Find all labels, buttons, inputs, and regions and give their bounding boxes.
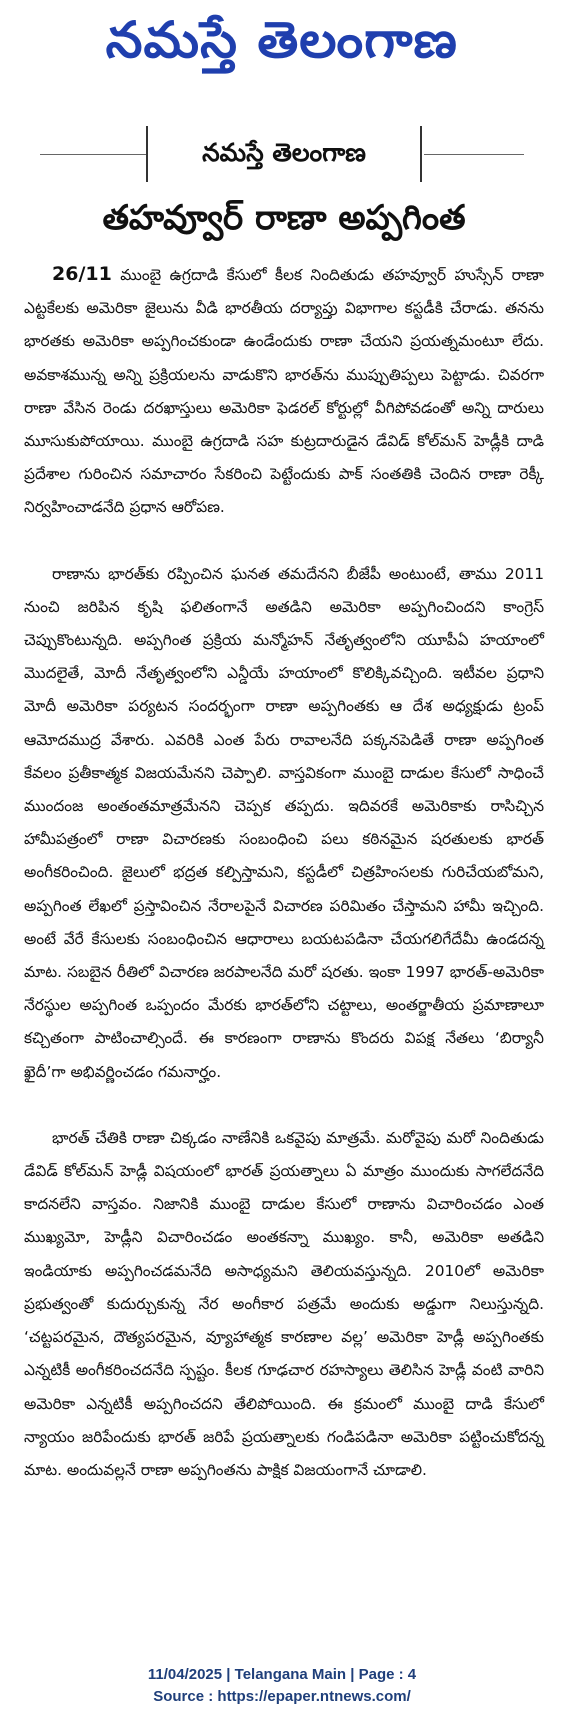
paragraph-1-text: ముంబై ఉగ్రదాడి కేసులో కీలక నిందితుడు తహవ్వూర్ హుస్సేన్ రాణా ఎట్టకేలకు అమెరికా జైలును వీడి భారతీయ దర్యాప్తు విభాగాల కస్టడీకి చేరాడు. తనను భారతకు అమెరికా అప్పగించకుండా ఉండేందుకు రాణా చేయని ప్రయత్నమంటూ లేదు. అవకాశమున్న అన్ని ప్రక్రియలను వాడుకొని భారత్‌ను ముప్పుతిప్పలు పెట్టాడు. చివరగా రాణా వేసిన రెండు దరఖాస్తులు అమెరికా ఫెడరల్ కోర్టుల్లో వీగిపోవడంతో అన్ని దారులు మూసుకుపోయాయి. ముంబై ఉగ్రదాడి సహ కుట్రదారుడైన డేవిడ్ కోల్‌మన్ హెడ్లీకి దాడి ప్రదేశాల గురించిన సమాచారం సేకరించి పెట్టేందుకు పాక్ సంతతికి చెందిన రాణా రెక్కీ నిర్వహించాడనేది ప్రధాన ఆరోపణ. [24,266,544,517]
footer-source: Source : https://epaper.ntnews.com/ [153,1688,411,1705]
page-footer [0,1664,564,1708]
article-paragraph-3: భారత్ చేతికి రాణా చిక్కడం నాణేనికి ఒకవైపు మాత్రమే. మరోవైపు మరో నిందితుడు డేవిడ్ కోల్‌మన్ హెడ్లీ విషయంలో భారత్ ప్రయత్నాలు ఏ మాత్రం ముందుకు సాగలేదనేది కాదనలేని వాస్తవం. నిజానికి ముంబై దాడుల కేసులో రాణాను విచారించడం ఎంత ముఖ్యమో, హెడ్లీని విచారించడం అంతకన్నా ముఖ్యం. కానీ, అమెరికా అతడిని ఇండియాకు అప్పగించడమనేది అసాధ్యమని తెలియవస్తున్నది. 2010లో అమెరికా ప్రభుత్వంతో కుదుర్చుకున్న నేర అంగీకార పత్రమే అందుకు అడ్డుగా నిలుస్తున్నది. ‘చట్టపరమైన, దౌత్యపరమైన, వ్యూహాత్మక కారణాల వల్ల’ అమెరికా హెడ్లీ అప్పగింతకు ఎన్నటికీ అంగీకరించదనేది స్పష్టం. కీలక గూఢచార రహస్యాలు తెలిసిన హెడ్లీ వంటి వారిని అమెరికా ఎన్నటికీ అప్పగించదని తేలిపోయింది. ఈ క్రమంలో ముంబై దాడి కేసులో న్యాయం జరిపేందుకు భారత్ జరిపే ప్రయత్నాలకు గండిపడినా అమెరికా పట్టించుకోదన్న మాట. అందువల్లనే రాణా అప్పగింతను పాక్షిక విజయంగానే చూడాలి. [24,1128,544,1479]
lead-date: 26/11 [52,263,112,285]
masthead-logo: నమస్తే తెలంగాణ [105,11,459,69]
article-headline: తహవ్వూర్ రాణా అప్పగింత [102,198,466,238]
section-header [146,126,422,182]
section-rule-right [424,154,524,155]
article-body [24,258,544,1487]
article-paragraph-1 [24,258,544,525]
section-brand: నమస్తే తెలంగాణ [202,138,366,167]
newspaper-masthead [0,0,564,100]
article-paragraph-2: రాణాను భారత్‌కు రప్పించిన ఘనత తమదేనని బీజేపీ అంటుంటే, తాము 2011 నుంచి జరిపిన కృషి ఫలితంగానే అతడిని అమెరికా అప్పగించిందని కాంగ్రెస్ చెప్పుకొంటున్నది. అప్పగింత ప్రక్రియ మన్మోహన్ నేతృత్వంలోని యూపీఏ హయాంలో మొదలైతే, మోదీ నేతృత్వంలోని ఎన్డీయే హయాంలో కొలిక్కివచ్చింది. ఇటీవల ప్రధాని మోదీ అమెరికా పర్యటన సందర్భంగా రాణా అప్పగింతకు ఆ దేశ అధ్యక్షుడు ట్రంప్ ఆమోదముద్ర వేశారు. ఎవరికి ఎంత పేరు రావాలనేది పక్కనపెడితే రాణా అప్పగింత కేవలం ప్రతీకాత్మక విజయమేనని చెప్పాలి. వాస్తవికంగా ముంబై దాడుల కేసులో సాధించే ముందంజ అంతంతమాత్రమేనని చెప్పక తప్పదు. ఇదివరకే అమెరికాకు రాసిచ్చిన హామీపత్రంలో రాణా విచారణకు సంబంధించి పలు కఠినమైన షరతులకు భారత్ అంగీకరించింది. జైలులో భద్రత కల్పిస్తామని, కస్టడీలో చిత్రహింసలకు గురిచేయబోమని, అప్పగింత లేఖలో ప్రస్తావించిన నేరాలపైనే విచారణ పరిమితం చేస్తామని హామీ ఇచ్చింది. అంటే వేరే కేసులకు సంబంధించిన ఆధారాలు బయటపడినా చేయగలిగేదేమీ ఉండదన్న మాట. సబబైన రీతిలో విచారణ జరపాలనేది మరో షరతు. ఇంకా 1997 భారత్-అమెరికా నేరస్థుల అప్పగింత ఒప్పందం మేరకు భారత్‌లోని చట్టాలు, అంతర్జాతీయ ప్రమాణాలూ కచ్చితంగా పాటించాల్సిందే. ఈ కారణంగా రాణాను కొందరు విపక్ష నేతలు ‘బిర్యానీ ఖైదీ’గా అభివర్ణించడం గమనార్హం. [24,564,544,1081]
footer-date-page: 11/04/2025 | Telangana Main | Page : 4 [147,1666,417,1683]
section-rule-left [40,154,146,155]
